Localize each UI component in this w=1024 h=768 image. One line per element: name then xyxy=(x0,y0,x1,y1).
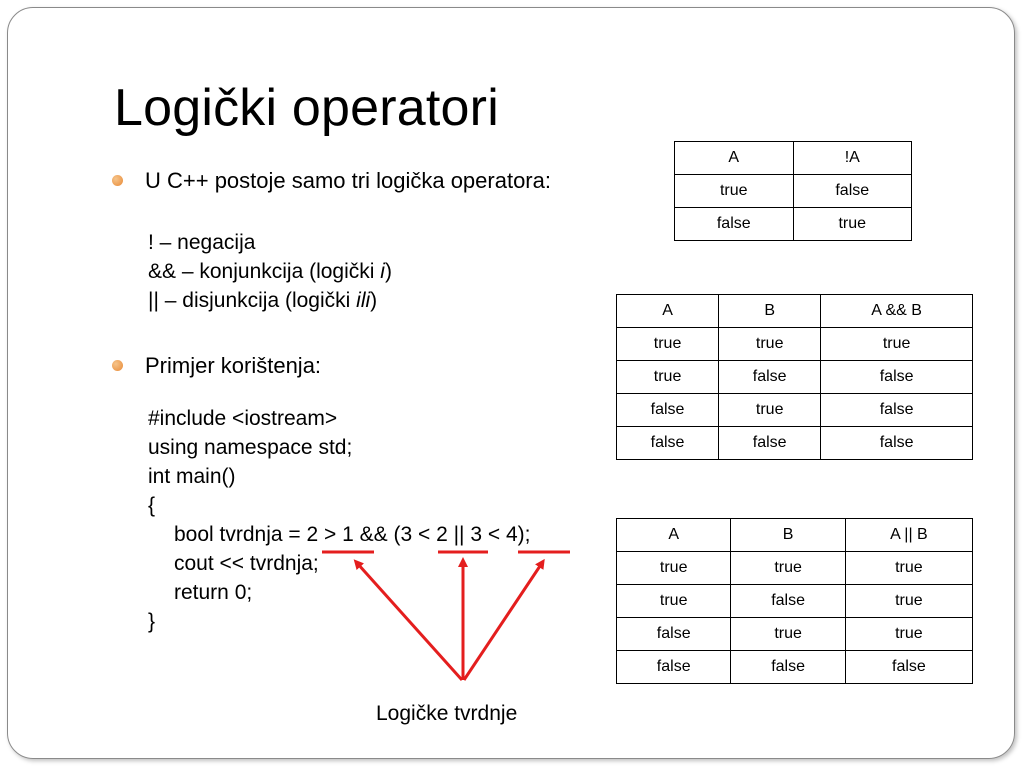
operator-conjunction: && – konjunkcija (logički i) xyxy=(148,260,392,283)
table-cell: true xyxy=(617,552,731,585)
table-cell: true xyxy=(731,552,845,585)
table-cell: true xyxy=(617,361,719,394)
code-line: return 0; xyxy=(174,581,253,604)
table-cell: true xyxy=(845,585,972,618)
table-cell: false xyxy=(617,651,731,684)
table-row xyxy=(617,585,973,618)
bullet-operators-text: U C++ postoje samo tri logička operatora: xyxy=(145,168,551,193)
table-header-row xyxy=(675,142,912,175)
table-cell: false xyxy=(719,361,821,394)
table-row xyxy=(617,361,973,394)
table-cell: true xyxy=(793,208,912,241)
table-cell: true xyxy=(617,585,731,618)
table-cell: false xyxy=(821,427,973,460)
truth-table-and xyxy=(616,294,973,460)
arrows-caption: Logičke tvrdnje xyxy=(376,702,518,725)
table-cell: false xyxy=(675,208,794,241)
table-row xyxy=(617,552,973,585)
table-row xyxy=(617,328,973,361)
table-row xyxy=(617,427,973,460)
table-cell: false xyxy=(719,427,821,460)
table-cell: false xyxy=(731,651,845,684)
table-row xyxy=(617,651,973,684)
code-line: cout << tvrdnja; xyxy=(174,552,319,575)
table-cell: true xyxy=(821,328,973,361)
table-header-cell: !A xyxy=(793,142,912,175)
table-header-cell: A xyxy=(675,142,794,175)
table-header-row xyxy=(617,519,973,552)
truth-table-or xyxy=(616,518,973,684)
table-row xyxy=(617,394,973,427)
table-cell: false xyxy=(617,427,719,460)
truth-table-not xyxy=(674,141,912,241)
table-header-cell: B xyxy=(731,519,845,552)
table-cell: false xyxy=(845,651,972,684)
code-line: } xyxy=(148,610,156,633)
table-cell: true xyxy=(845,618,972,651)
table-cell: false xyxy=(793,175,912,208)
code-line: int main() xyxy=(148,465,236,488)
table-header-cell: A && B xyxy=(821,295,973,328)
table-cell: false xyxy=(821,394,973,427)
table-header-row xyxy=(617,295,973,328)
table-cell: false xyxy=(617,618,731,651)
table-cell: true xyxy=(731,618,845,651)
table-cell: true xyxy=(719,328,821,361)
operator-negation: ! – negacija xyxy=(148,231,256,254)
table-header-cell: A || B xyxy=(845,519,972,552)
arrow-right xyxy=(464,563,542,680)
table-header-cell: A xyxy=(617,295,719,328)
slide-title: Logički operatori xyxy=(114,79,499,137)
table-header-cell: A xyxy=(617,519,731,552)
arrow-left xyxy=(357,563,462,680)
table-header-cell: B xyxy=(719,295,821,328)
table-row xyxy=(675,175,912,208)
table-cell: false xyxy=(731,585,845,618)
code-line: bool tvrdnja = 2 > 1 && (3 < 2 || 3 < 4); xyxy=(174,523,531,546)
code-line: using namespace std; xyxy=(148,436,353,459)
table-cell: false xyxy=(821,361,973,394)
table-row xyxy=(675,208,912,241)
table-cell: true xyxy=(675,175,794,208)
code-line: #include <iostream> xyxy=(148,407,338,430)
operator-disjunction: || – disjunkcija (logički ili) xyxy=(148,289,378,312)
table-cell: false xyxy=(617,394,719,427)
bullet-example-text: Primjer korištenja: xyxy=(145,353,322,378)
table-cell: true xyxy=(719,394,821,427)
table-cell: true xyxy=(845,552,972,585)
code-line: { xyxy=(148,494,156,517)
table-cell: true xyxy=(617,328,719,361)
table-row xyxy=(617,618,973,651)
